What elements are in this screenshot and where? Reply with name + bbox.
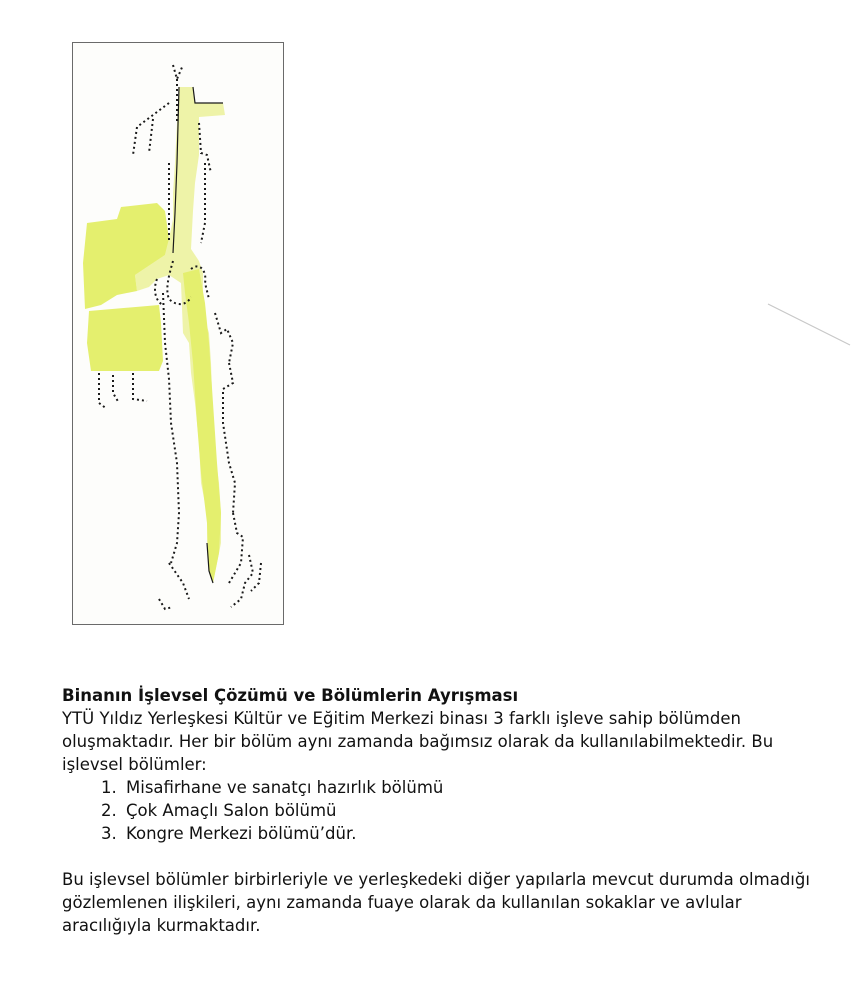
list-item: 3. Kongre Merkezi bölümü’dür.	[122, 822, 822, 845]
closing-paragraph: Bu işlevsel bölümler birbirleriyle ve yerleşkedeki diğer yapılarla mevcut durumda olmadığı gözlemlenen ilişkileri, aynı zamanda fuaye olarak da kullanılan sokaklar ve avlular aracılığıyla kurmaktadır.	[62, 870, 810, 935]
paragraph-spacer	[62, 845, 822, 868]
list-item: 1. Misafirhane ve sanatçı hazırlık bölümü	[122, 776, 822, 799]
list-item: 2. Çok Amaçlı Salon bölümü	[122, 799, 822, 822]
axis-strong-segment	[183, 269, 221, 583]
section-heading: Binanın İşlevsel Çözümü ve Bölümlerin Ayrışması	[62, 686, 519, 705]
function-list	[62, 776, 822, 845]
multipurpose-hall-block	[87, 305, 163, 371]
site-plan-figure	[72, 42, 284, 625]
stray-line-mark	[760, 290, 851, 350]
intro-paragraph: YTÜ Yıldız Yerleşkesi Kültür ve Eğitim Merkezi binası 3 farklı işleve sahip bölümden oluşmaktadır. Her bir bölüm aynı zamanda bağımsız olarak da kullanılabilmektedir. Bu işlevsel bölümler:	[62, 709, 774, 774]
text-section	[62, 684, 822, 937]
guesthouse-block	[83, 203, 169, 309]
site-plan-drawing	[73, 43, 285, 626]
